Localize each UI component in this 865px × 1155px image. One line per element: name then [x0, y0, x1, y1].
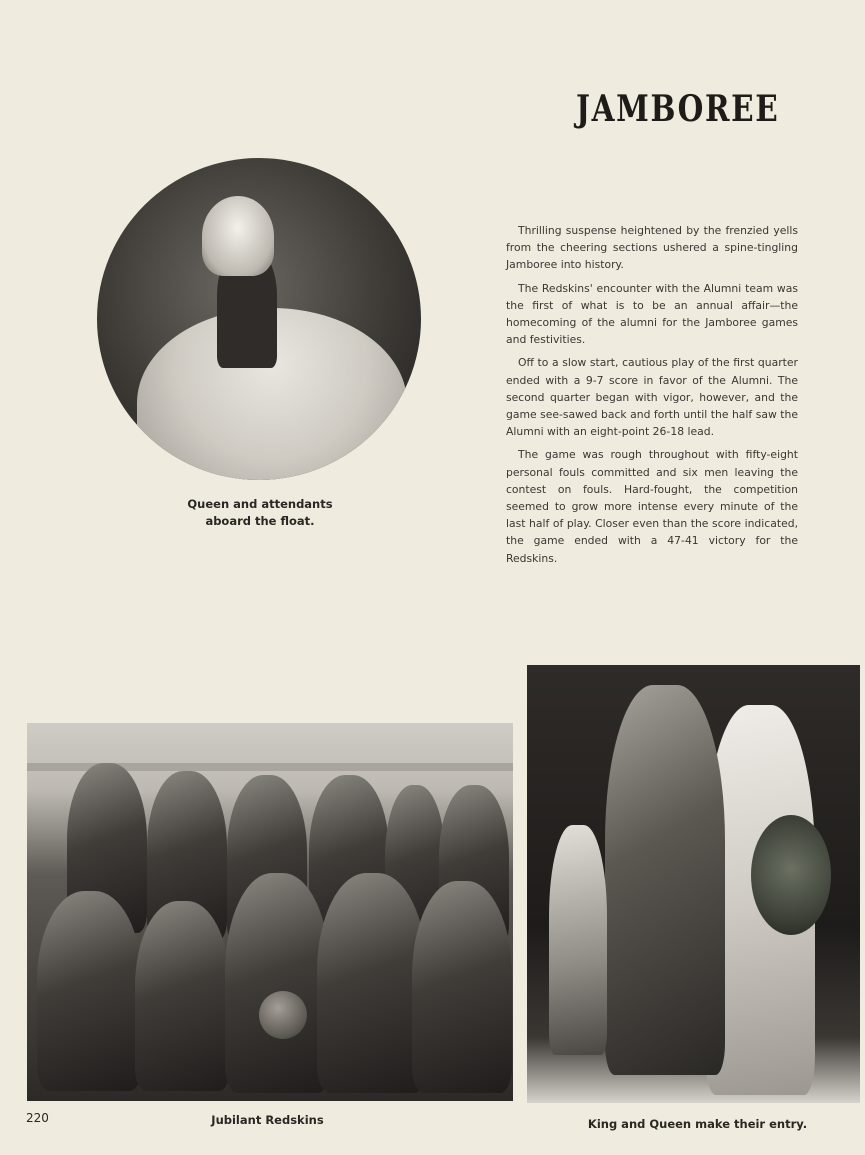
queen-float-photo — [97, 158, 421, 480]
bouquet-shape — [751, 815, 831, 935]
king-queen-photo — [527, 665, 860, 1103]
basketball-shape — [259, 991, 307, 1039]
article-body — [506, 222, 798, 573]
float-caption-line-1: Queen and attendants — [187, 497, 333, 511]
article-paragraph-4: The game was rough throughout with fifty-eight personal fouls committed and six men leaving the contest on fouls. Hard-fought, the competition seemed to grow more intense every minute of the last half of play. Closer even than the score indicated, the game ended with a 47-41 victory for the Redskins. — [506, 448, 798, 565]
king-queen-caption: King and Queen make their entry. — [587, 1117, 808, 1131]
player-shape — [135, 901, 230, 1091]
article-paragraph-2: The Redskins' encounter with the Alumni team was the first of what is to be an annual affair—the homecoming of the alumni for the Jamboree games and festivities. — [506, 281, 798, 347]
team-photo-caption: Jubilant Redskins — [211, 1113, 324, 1127]
team-photo — [27, 723, 513, 1101]
page-number: 220 — [26, 1111, 49, 1125]
player-shape — [412, 881, 512, 1093]
article-paragraph-3: Off to a slow start, cautious play of the first quarter ended with a 9-7 score in favor of the Alumni. The second quarter began with vigor, however, and the game see-sawed back and forth until the half saw the Alumni with an eight-point 26-18 lead. — [506, 356, 798, 439]
page-title: JAMBOREE — [576, 88, 780, 130]
boy-figure-shape — [549, 825, 607, 1055]
float-caption-line-2: aboard the float. — [205, 514, 315, 528]
player-shape — [225, 873, 330, 1093]
player-shape — [317, 873, 427, 1093]
king-figure-shape — [605, 685, 725, 1075]
feather-crown-shape — [202, 196, 274, 276]
float-photo-caption — [160, 496, 360, 530]
player-shape — [37, 891, 142, 1091]
article-paragraph-1: Thrilling suspense heightened by the frenzied yells from the cheering sections ushered a spine-tingling Jamboree into history. — [506, 224, 798, 272]
